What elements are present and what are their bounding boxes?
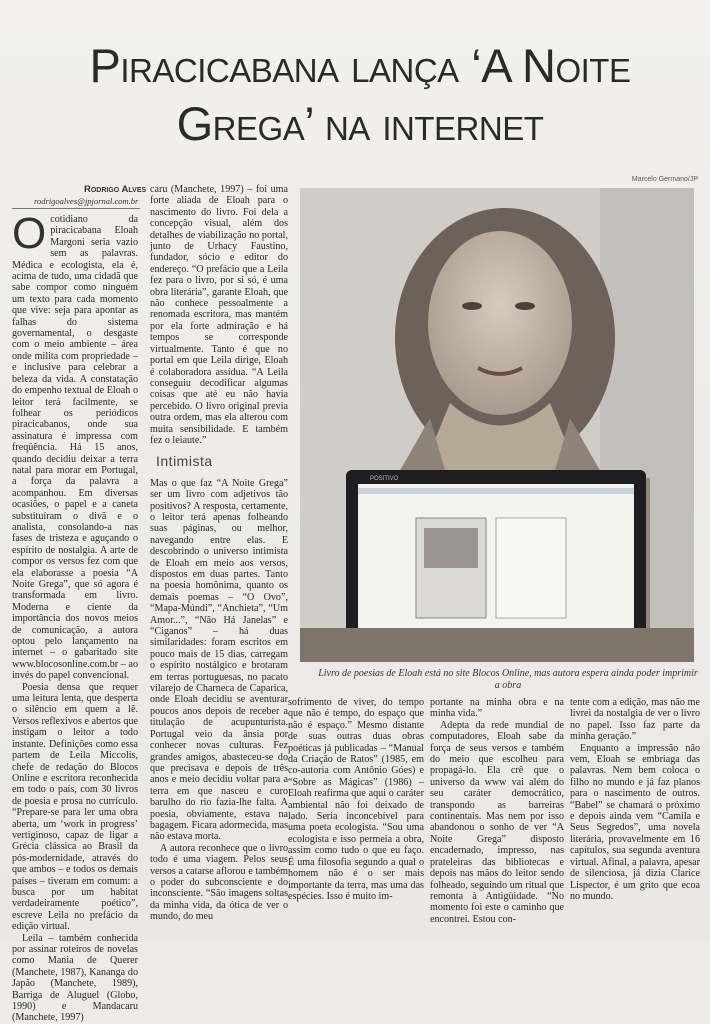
paragraph: Enquanto a impressão não vem, Eloah se embriaga das palavras. Nem bem coloca o filho no mundo e já faz planos para o nascimento de outros. “Babel” se chamará o próximo e depois ainda vem “Camila e Seus Segredos”, uma novela literária, provavelmente em 16 capítulos, sua segunda aventura virtual. Afinal, a palavra, apesar de silenciosa, já dizia Clarice Lispector, é um grito que ecoa no mundo. <box>570 742 700 902</box>
photo-credit: Marcelo Germano/JP <box>631 176 698 183</box>
drop-cap: O <box>12 209 47 258</box>
column-5 <box>570 697 700 938</box>
column-3 <box>288 697 424 938</box>
paragraph: Poesia densa que requer uma leitura lenta, que desperta o silêncio em quem a lê. Versos reflexivos e abertos que instigam o leitor a todo instante. Definições como essa partem de Leila Miccolis, chefe de redação do Blocos Online e escritora reconhecida em todo o país, com 30 livros de poesia e prosa no currículo. “Prepare-se para ler uma obra aberta, um ‘work in progress’ vertiginoso, capaz de ligar a Grécia clássica ao Brasil da pós-modernidade, através do que ambos – e todos os demais países – tiveram em comum: a busca por um habitat verdadeiramente poético”, escreve Leila no prefácio da edição virtual. <box>12 681 138 933</box>
photo-illustration <box>300 188 694 662</box>
subhead: Intimista <box>156 453 213 470</box>
paragraph: Adepta da rede mundial de computadores, Eloah sabe da força de seus versos e também do meio que escolheu para propagá-lo. Ela crê que o universo da www vai além do seu caráter democrático, transpondo as barreiras continentais. Mas nem por isso abandonou o sonho de ver “A Noite Grega” disposto encadernado, impresso, nas prateleiras das bibliotecas e depois nas mãos do leitor sendo folheado, seguindo um ritual que remonta à Antigüidade. “No momento foi este o caminho que encontrei. Estou con- <box>430 719 564 925</box>
paragraph: caru (Manchete, 1997) – foi uma forte aliada de Eloah para o nascimento do livro. Foi dela a concepção visual, além dos detalhes de viabilização no portal, junto de Urhacy Faustino, fundador, sócio e editor do endereço. “O prefácio que a Leila fez para o livro, por si só, é uma obra literária”, garante Eloah, que não conhece pessoalmente a renomada escritora, mas mantém por ela forte admiração e há tempos se corresponde virtualmente. Tanto é que no portal em que Leila dirige, Eloah é colaboradora assídua. “A Leila conseguiu decodificar algumas coisas que até eu não havia percebido. O livro original previa outra ordem, mas ela alterou com muita sensibilidade. E também fez o leiaute.” <box>150 184 288 446</box>
column-1 <box>12 209 138 1024</box>
paragraph: A autora reconhece que o livro todo é uma viagem. Pelos seus versos a catarse aflorou e também o poder do subconsciente e do inconsciente. “São imagens soltas da minha vida, da ótica de ver o mundo, do meu <box>150 842 288 923</box>
column-4 <box>430 697 564 938</box>
column-2 <box>150 184 288 938</box>
article-photo <box>300 188 694 662</box>
paragraph: Mas o que faz “A Noite Grega” ser um livro com adjetivos tão positivos? A resposta, certamente, o leitor terá apenas folheando suas páginas, ou melhor, navegando entre elas. E descobrindo o universo intimista de Eloah em meio aos versos, dispostos em duas partes. Tanto na poesia homônima, quanto os demais poemas – “O Ovo”, “Mapa-Múndi”, “Anchieta”, “Um Amor...”, “Não Há Janelas” e “Ciganos” – há duas similaridades: foram escritos em pouco mais de 15 dias, carregam o espírito nostálgico e brotaram em terras portuguesas, no pacato vilarejo de Charneca de Caparica, onde Eloah decidiu se aventurar poucos anos depois de receber a titulação de acupunturista. Portugal veio da ânsia por conhecer novas culturas. Fez grandes amigos, abasteceu-se do que precisava e depois de três anos e meio decidiu voltar para a terra em que nasceu e curo barulho do rio fazia-lhe falta. A poesia, obviamente, estava na bagagem. Ficara adormecida, mas não estava morta. <box>150 477 288 843</box>
paragraph: portante na minha obra e na minha vida.” <box>430 697 564 720</box>
author-name: Rodrigo Alves <box>84 184 147 195</box>
paragraph: sofrimento de viver, do tempo que não é tempo, do espaço que não é espaço.” Mesmo distante de suas outras duas obras poéticas já publicadas – “Manual da Criação de Ratos” (1985, em co-autoria com Antônio Góes) e “Sobre as Mágicas” (1986) – Eloah reafirma que aqui o caráter ambiental não foi deixado de lado. Seria inconcebível para uma poeta ecologista. “Sou uma ecologista e isso permeia a obra, assim como tudo o que eu faço. É uma filosofia segundo a qual o homem não é o ser mais importante da terra, mas uma das espécies. Isso é muito im- <box>288 697 424 902</box>
author-email: rodrigoalves@jpjornal.com.br <box>34 196 139 206</box>
paragraph: Leila – também conhecida por assinar roteiros de novelas como Mania de Querer (Manchete, 1987), Kananga do Japão (Manchete, 1989), Barriga de Aluguel (Globo, 1990) e Mandacaru (Manchete, 1997) <box>12 932 138 1024</box>
headline: Piracicabana lança ‘A Noite Grega’ na internet <box>89 39 631 151</box>
paragraph: cotidiano da piracicabana Eloah Margoni seria vazio sem as palavras. Médica e ecologista, ela é, acima de tudo, uma cidadã que sabe compor como ninguém um texto para cada momento que vive: seja para apontar as falhas do sistema governamental, o desgaste com o meio ambiente – área onde milita com propriedade – e inclusive para celebrar a beleza da vida. A constatação do empenho textual de Eloah o leitor terá facilmente, se folhear os periódicos piracicabanos, onde sua assinatura é impressa com freqüência. Há 15 anos, quando decidiu deixar a terra natal para morar em Portugal, a força da palavra a acompanhou. Em diversas ocasiões, o papel e a caneta substituíram o divã e o analista, consolando-a nas fases de tristeza e aguçando o espírito de nostalgia. A arte de compor os versos fez com que ela elaborasse a poesia “A Noite Grega”, que só agora é transformada em livro. Moderna e ciente da importância dos novos meios de comunicação, a autora optou pelo lançamento na internet – o gabaritado site www.blocosonline.com.br – ao invés do papel convencional. <box>12 214 138 682</box>
photo-caption: Livro de poesias de Eloah está no site Blocos Online, mas autora espera ainda poder imprimir a obra <box>318 668 698 691</box>
laptop-brand-label: POSITIVO <box>370 476 399 482</box>
paragraph: tente com a edição, mas não me livrei da nostalgia de ver o livro no papel. Isso faz parte da minha geração.” <box>570 697 700 743</box>
